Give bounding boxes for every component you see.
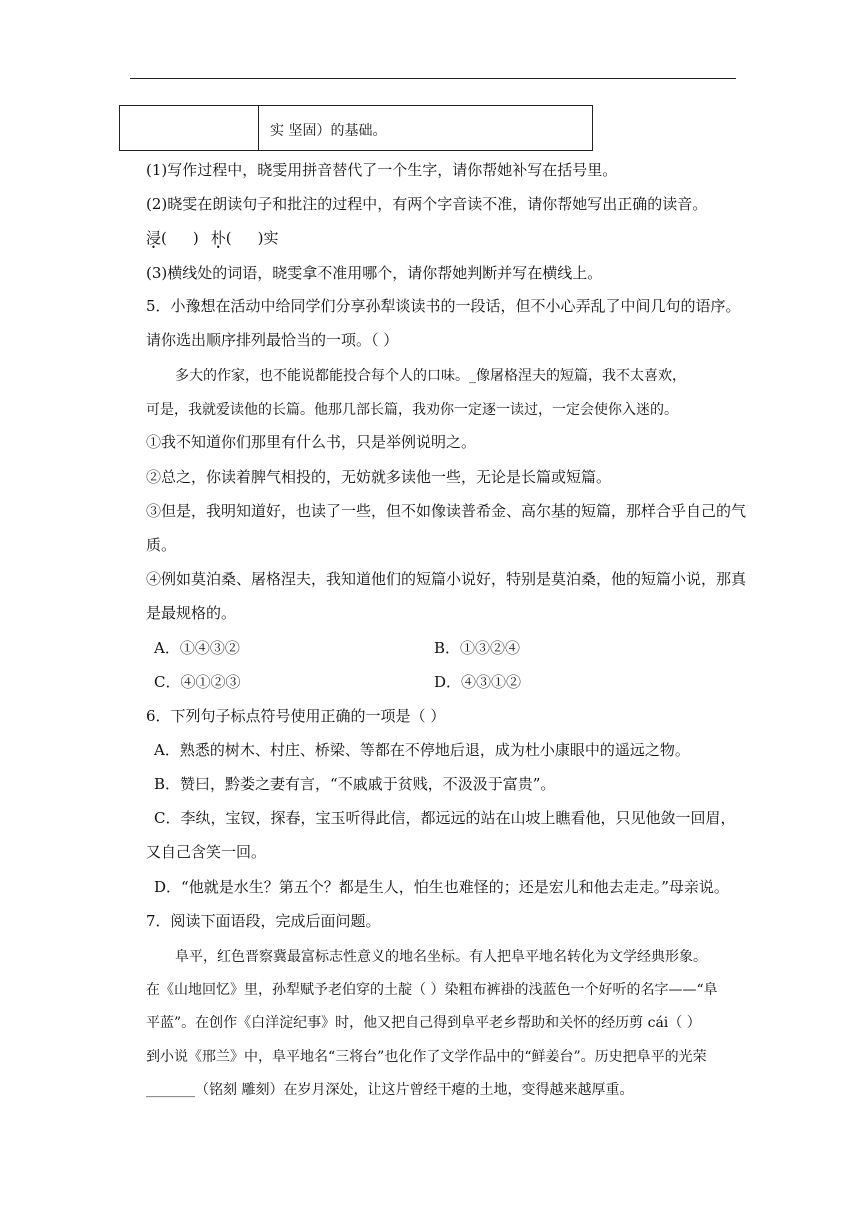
q6-option-c-cont: 又自己含笑一回。 <box>146 843 267 861</box>
q5-sentence-4b: 是最规格的。 <box>146 604 237 622</box>
q6-option-c[interactable]: C．李纨，宝钗，探春，宝玉听得此信，都远远的站在山坡上瞧看他，只见他敛一回眉， <box>154 809 736 827</box>
q5-stem-1: 5．小豫想在活动中给同学们分享孙犁谈读书的一段话，但不小心弄乱了中间几句的语序。 <box>146 297 741 315</box>
q6-stem: 6．下列句子标点符号使用正确的一项是（ ） <box>146 707 446 725</box>
q7-passage-3: 平蓝”。在创作《白洋淀纪事》时，他又把自己得到阜平老乡帮助和关怀的经历剪 cái（ ） <box>146 1015 701 1031</box>
q7-passage-4: 到小说《邢兰》中，阜平地名“三将台”也化作了文学作品中的“鲜姜台”。历史把阜平的光荣 <box>146 1049 707 1065</box>
paren-open-2: ( <box>225 229 232 247</box>
table-cell-text: 实 坚固）的基础。 <box>270 123 387 139</box>
q4-sub3: (3)横线处的词语，晓雯拿不准用哪个，请你帮她判断并写在横线上。 <box>146 264 603 282</box>
q6-option-a[interactable]: A．熟悉的树木、村庄、桥梁、等都在不停地后退，成为杜小康眼中的遥远之物。 <box>154 741 690 759</box>
q5-sentence-2: ②总之，你读着脾气相投的，无妨就多读他一些，无论是长篇或短篇。 <box>146 468 612 486</box>
q5-option-a[interactable]: A．①④③② <box>154 639 240 657</box>
q5-sentence-3a: ③但是，我明知道好，也读了一些，但不如像读普希金、高尔基的短篇，那样合乎自己的气 <box>146 502 747 520</box>
q4-pinyin-line <box>146 228 278 248</box>
q7-passage-5: _______（铭刻 雕刻）在岁月深处，让这片曾经干瘪的土地，变得越来越厚重。 <box>146 1082 634 1098</box>
q5-sentence-3b: 质。 <box>146 536 177 554</box>
q5-passage-2: 可是，我就爱读他的长篇。他那几部长篇，我劝你一定逐一读过，一定会使你入迷的。 <box>146 402 678 418</box>
q4-sub1: (1)写作过程中，晓雯用拼音替代了一个生字，请你帮她补写在括号里。 <box>146 161 618 179</box>
q7-stem: 7．阅读下面语段，完成后面问题。 <box>146 912 381 930</box>
q5-option-b[interactable]: B．①③②④ <box>434 639 521 657</box>
q7-passage-2: 在《山地回忆》里，孙犁赋予老伯穿的土靛（ ）染粗布裤褂的浅蓝色一个好听的名字——“阜 <box>146 982 718 998</box>
q5-sentence-4a: ④例如莫泊桑、屠格涅夫，我知道他们的短篇小说好，特别是莫泊桑，他的短篇小说，那真 <box>146 570 747 588</box>
q7-passage-1: 阜平，红色晋察冀最富标志性意义的地名坐标。有人把阜平地名转化为文学经典形象。 <box>175 949 707 965</box>
q5-option-c[interactable]: C．④①②③ <box>154 673 241 691</box>
q5-stem-2: 请你选出顺序排列最恰当的一项。（ ） <box>146 331 399 349</box>
q6-option-d[interactable]: D．“他就是水生？第五个？都是生人，怕生也难怪的；还是宏儿和他去走走。”母亲说。 <box>154 878 729 896</box>
q6-option-b[interactable]: B．赞曰，黔娄之妻有言，“不戚戚于贫贱，不汲汲于富贵”。 <box>154 775 556 793</box>
header-rule <box>130 78 736 79</box>
q5-passage-1: 多大的作家，也不能说都能投合每个人的口味。_像屠格涅夫的短篇，我不太喜欢， <box>175 368 686 384</box>
q5-option-d[interactable]: D．④③①② <box>434 673 522 691</box>
dotted-char-pu: 朴 <box>210 229 226 247</box>
paren-close-1: ) <box>192 229 199 247</box>
q4-sub2: (2)晓雯在朗读句子和批注的过程中，有两个字音读不准，请你帮她写出正确的读音。 <box>146 195 708 213</box>
paren-close-2: )实 <box>257 229 279 247</box>
q5-sentence-1: ①我不知道你们那里有什么书，只是举例说明之。 <box>146 433 477 451</box>
table-fragment <box>119 105 593 151</box>
table-divider <box>258 106 259 150</box>
paren-open-1: ( <box>161 229 167 247</box>
dotted-char-jin: 浸 <box>146 229 162 247</box>
